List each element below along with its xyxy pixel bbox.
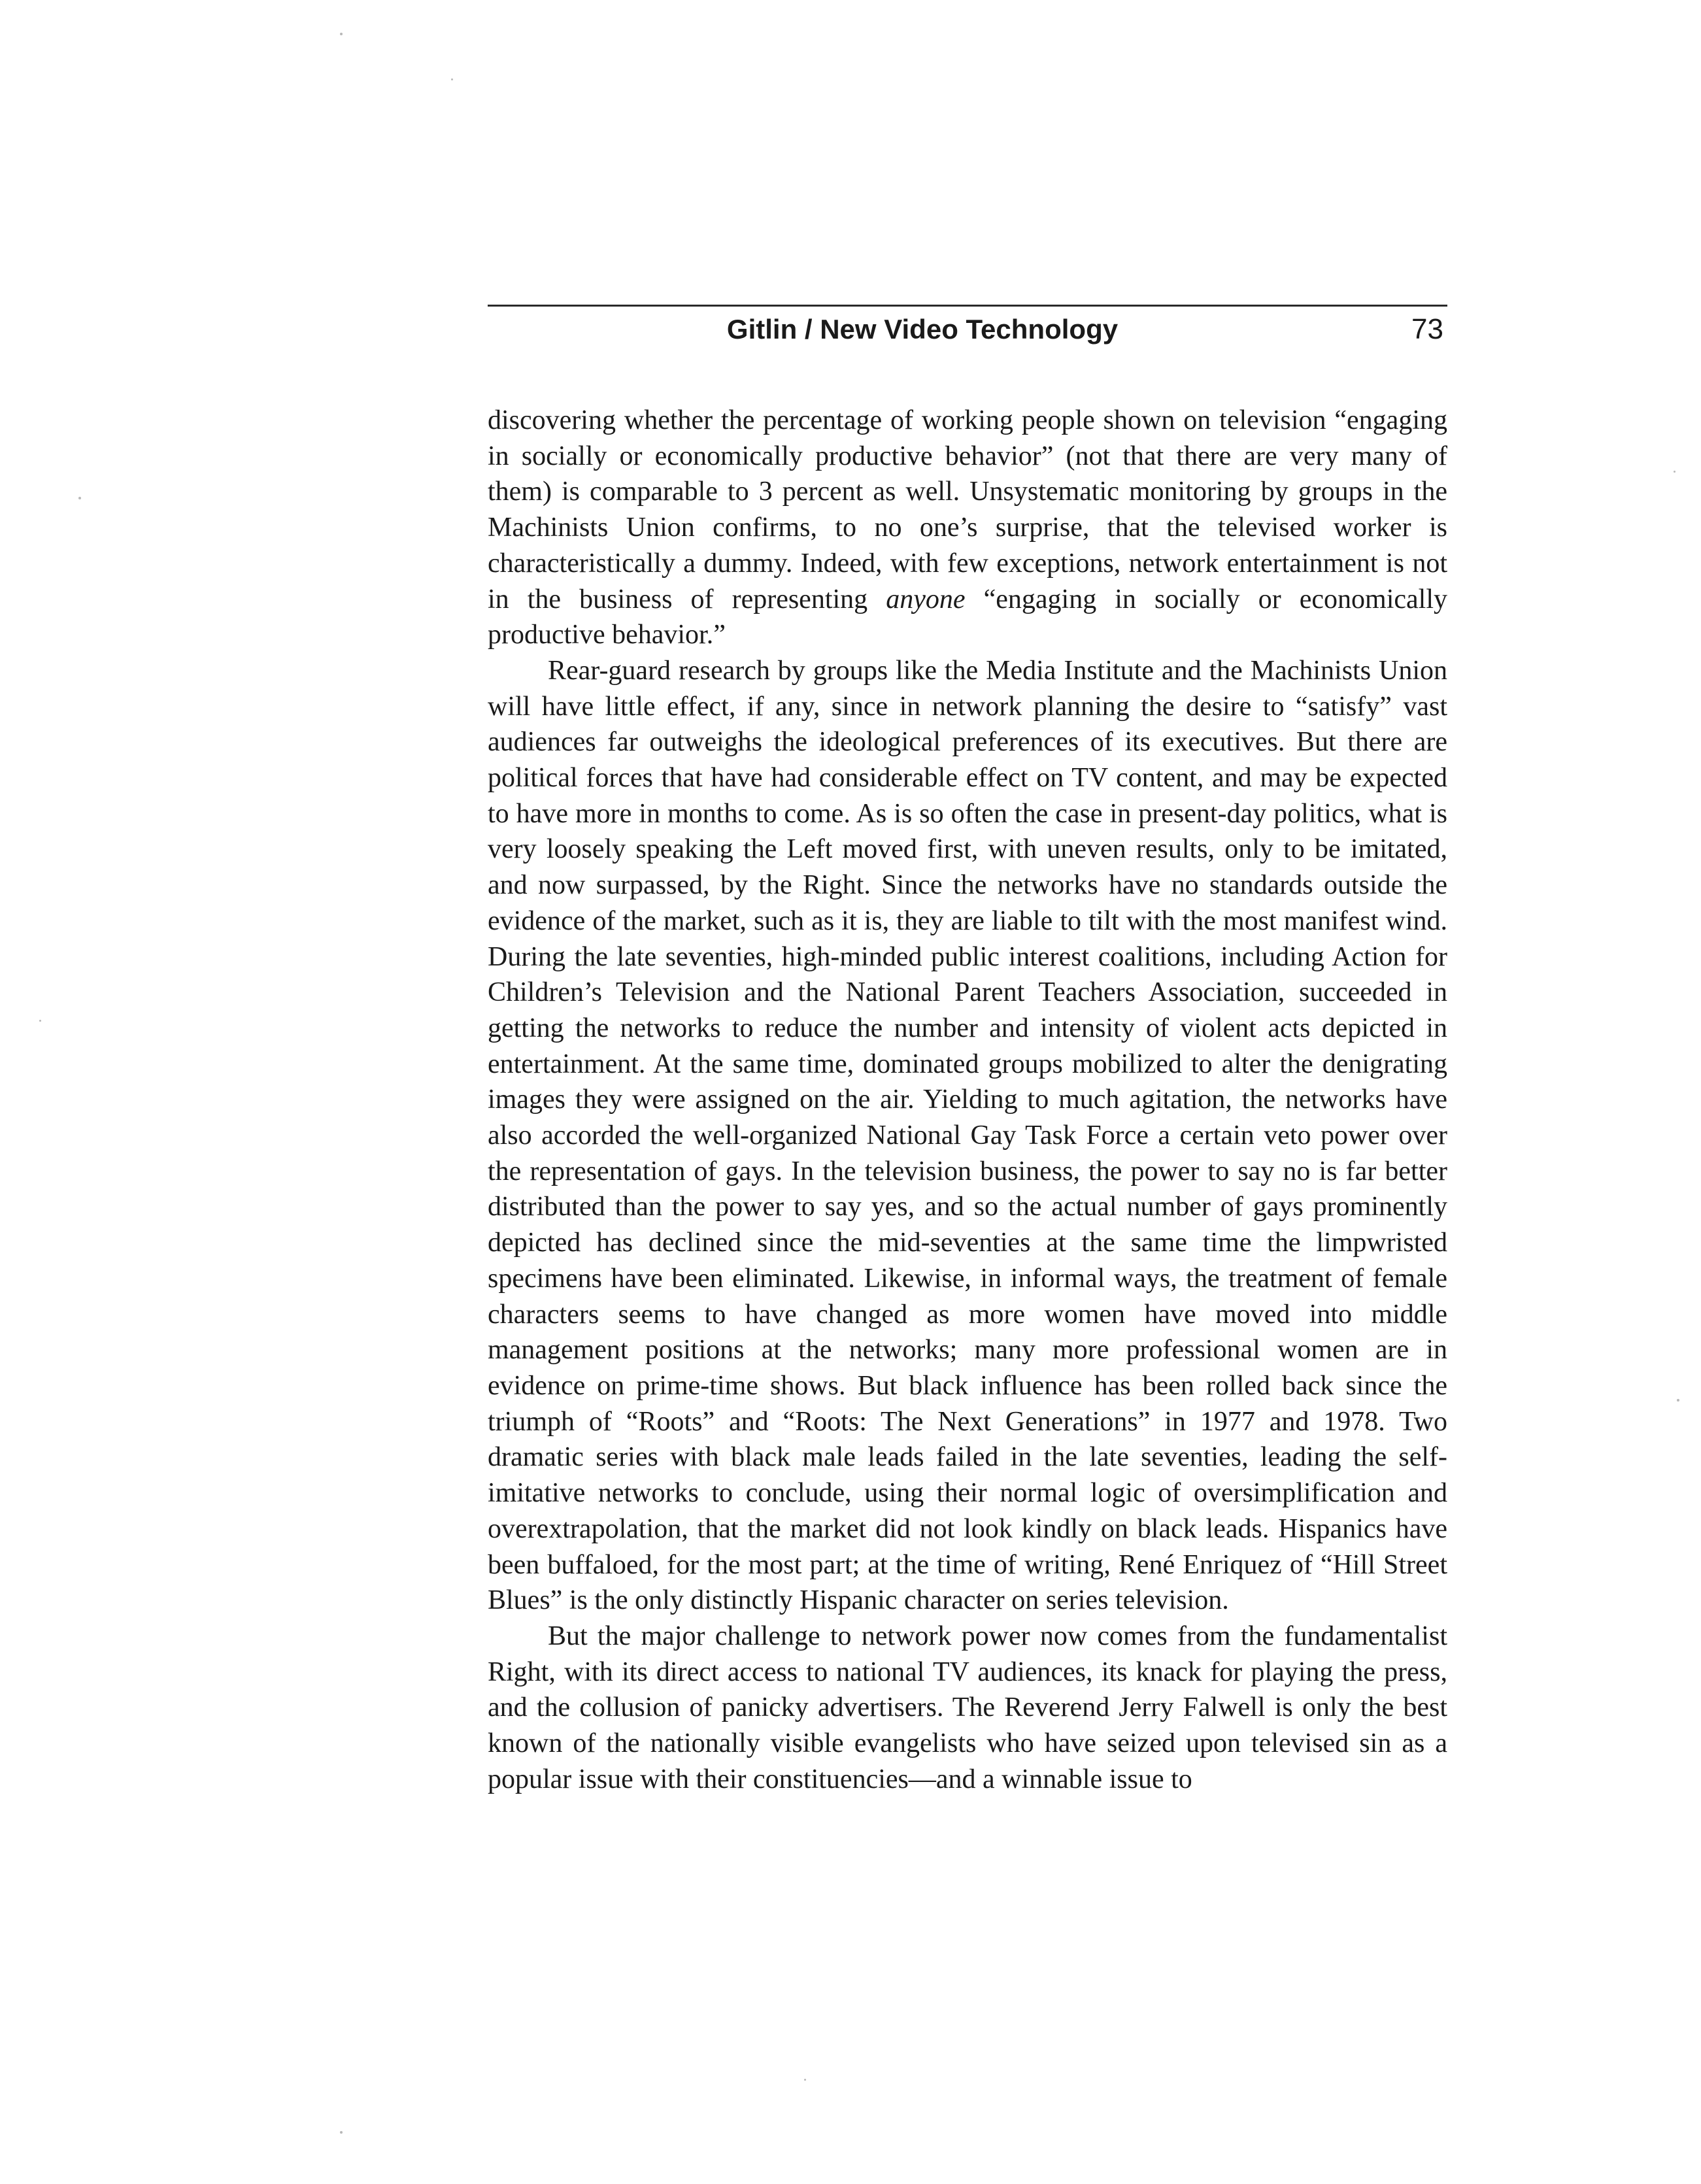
scan-speck	[804, 2079, 806, 2081]
scan-speck	[1677, 1399, 1679, 1402]
running-head	[488, 311, 1447, 357]
body-text	[488, 403, 1447, 1797]
running-title: Gitlin / New Video Technology	[726, 314, 1119, 344]
emphasis-text: anyone	[886, 584, 966, 614]
scan-speck	[340, 33, 343, 35]
scan-speck	[78, 497, 81, 499]
scan-speck	[1674, 471, 1676, 473]
paragraph-text: “engaging in socially or economically productive behavior.”	[488, 584, 1447, 650]
paragraph	[488, 403, 1447, 653]
paragraph-text: discovering whether the percentage of working people shown on television “engaging in socially or economically productive behavior” (not that there are very many of them) is comparable to 3 percent as well. Unsystematic monitoring by groups in the Machinists Union confirms, to no one’s surprise, that the televised worker is characteristically a dummy. Indeed, with few exceptions, network entertainment is not in the business of representing	[488, 405, 1447, 614]
scan-speck	[39, 1020, 41, 1022]
header-rule	[488, 305, 1447, 307]
scan-speck	[451, 78, 453, 80]
paragraph: But the major challenge to network power now comes from the fundamentalist Right, with its direct access to national TV audiences, its knack for playing the press, and the collusion of panicky advertisers. The Reverend Jerry Falwell is only the best known of the nationally visible evangelists who have seized upon televised sin as a popular issue with their constituencies—and a winnable issue to	[488, 1621, 1447, 1794]
paragraph: Rear-guard research by groups like the Media Institute and the Machinists Union will have little effect, if any, since in network planning the desire to “satisfy” vast audiences far outweighs the ideological preferences of its executives. But there are political forces that have had considerable effect on TV content, and may be expected to have more in months to come. As is so often the case in present-day politics, what is very loosely speaking the Left moved first, with uneven results, only to be imitated, and now surpassed, by the Right. Since the networks have no standards outside the evidence of the market, such as it is, they are liable to tilt with the most manifest wind. During the late seventies, high-minded public interest coalitions, including Action for Children’s Television and the National Parent Teachers Association, succeeded in getting the networks to reduce the number and intensity of violent acts depicted in entertainment. At the same time, dominated groups mobilized to alter the denigrating images they were assigned on the air. Yielding to much agitation, the networks have also accorded the well-organized National Gay Task Force a certain veto power over the representation of gays. In the television business, the power to say no is far better distributed than the power to say yes, and so the actual number of gays prominently depicted has declined since the mid-seventies at the same time the limpwristed specimens have been eliminated. Likewise, in informal ways, the treatment of female characters seems to have changed as more women have moved into middle management positions at the networks; many more professional women are in evidence on prime-time shows. But black influence has been rolled back since the triumph of “Roots” and “Roots: The Next Generations” in 1977 and 1978. Two dramatic series with black male leads failed in the late seventies, leading the self-imitative networks to conclude, using their normal logic of oversimplification and overextrapolation, that the market did not look kindly on black leads. Hispanics have been buffaloed, for the most part; at the time of writing, René Enriquez of “Hill Street Blues” is the only distinctly Hispanic character on series television.	[488, 655, 1447, 1616]
scan-speck	[340, 2131, 343, 2134]
page-number: 73	[1411, 313, 1443, 345]
